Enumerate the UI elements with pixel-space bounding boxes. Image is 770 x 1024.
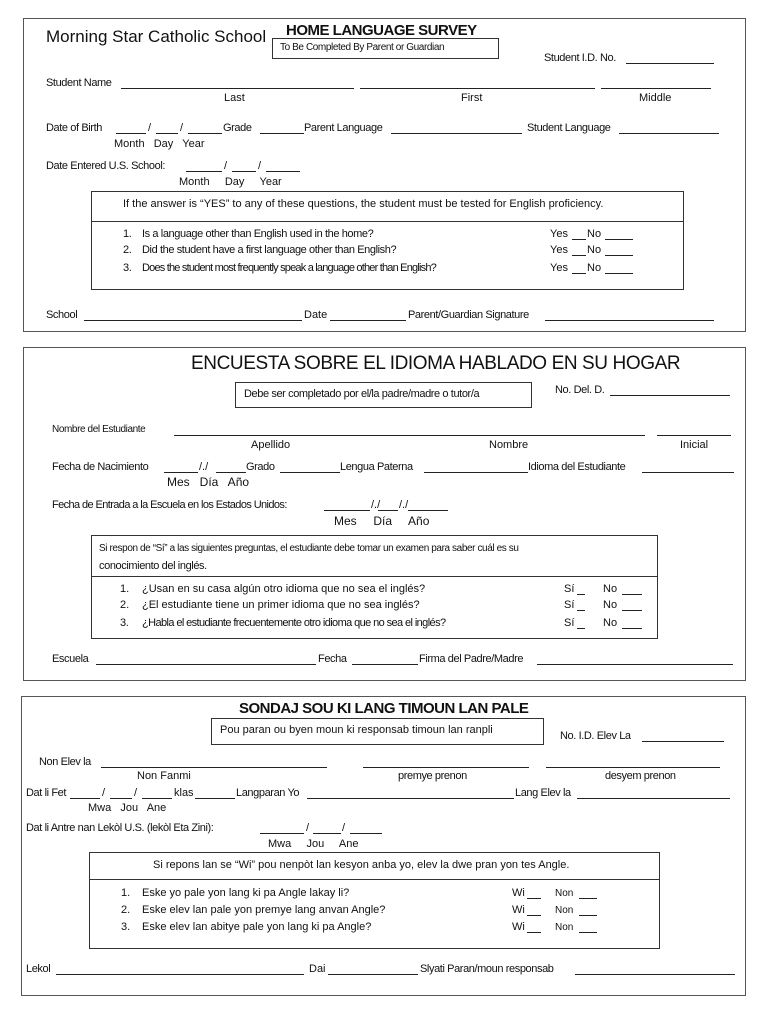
no-option[interactable]: No xyxy=(603,583,618,595)
student-name-label: Non Elev la xyxy=(39,756,91,768)
date-sep: / xyxy=(258,160,262,172)
no-blank[interactable] xyxy=(605,255,633,256)
date-sep: /./ xyxy=(371,499,381,511)
question-number: 1. xyxy=(123,228,132,240)
english-instruction: If the answer is “YES” to any of these questions, the student must be tested for English proficiency. xyxy=(123,198,604,210)
student-id-field[interactable] xyxy=(610,395,730,396)
dob-month-field[interactable] xyxy=(164,472,198,473)
dob-year-field[interactable] xyxy=(216,472,246,473)
student-name-label: Nombre del Estudiante xyxy=(52,424,146,435)
dob-label: Fecha de Nacimiento xyxy=(52,461,149,473)
yes-option[interactable]: Sí xyxy=(564,617,575,629)
date-field[interactable] xyxy=(352,664,418,665)
no-blank[interactable] xyxy=(579,932,597,933)
entered-month-field[interactable] xyxy=(186,171,222,172)
creole-survey-section xyxy=(21,696,746,996)
dob-sep: / xyxy=(102,787,106,799)
yes-blank[interactable] xyxy=(527,898,541,899)
no-option[interactable]: No xyxy=(603,617,618,629)
date-entered-label: Date Entered U.S. School: xyxy=(46,160,166,172)
entered-month-field[interactable] xyxy=(324,510,370,511)
no-option[interactable]: No xyxy=(587,262,602,274)
student-language-field[interactable] xyxy=(619,133,719,134)
last-caption: Last xyxy=(224,92,245,104)
date-entered-caption: Month Day Year xyxy=(179,176,282,188)
no-blank[interactable] xyxy=(622,628,642,629)
entered-day-field[interactable] xyxy=(378,510,398,511)
question-2: Did the student have a first language other than English? xyxy=(142,244,397,256)
date-entered-caption: Mwa Jou Ane xyxy=(268,838,359,850)
date-label: Fecha xyxy=(318,653,347,665)
no-blank[interactable] xyxy=(605,273,633,274)
student-name-label: Student Name xyxy=(46,77,112,89)
yes-blank[interactable] xyxy=(577,610,585,611)
dob-sep: / xyxy=(148,122,152,134)
creole-instruction: Si repons lan se “Wi” pou nenpòt lan kesyon anba yo, elev la dwe pran yon tes Angle. xyxy=(153,859,570,871)
yes-option[interactable]: Yes xyxy=(550,244,568,256)
question-number: 1. xyxy=(120,583,130,595)
question-2: ¿El estudiante tiene un primer idioma que no sea inglés? xyxy=(142,599,420,611)
dob-month-field[interactable] xyxy=(70,798,100,799)
premye-prenon-field[interactable] xyxy=(363,767,529,768)
yes-blank[interactable] xyxy=(577,628,585,629)
signature-field[interactable] xyxy=(575,974,735,975)
question-number: 3. xyxy=(123,262,132,274)
parent-language-label: Langparan Yo xyxy=(236,787,300,799)
entered-day-field[interactable] xyxy=(313,833,341,834)
date-sep: / xyxy=(342,822,346,834)
parent-language-label: Parent Language xyxy=(304,122,383,134)
yes-option[interactable]: Wi xyxy=(512,904,525,916)
dob-sep: / xyxy=(134,787,138,799)
signature-label: Slyati Paran/moun responsab xyxy=(420,963,554,975)
signature-label: Firma del Padre/Madre xyxy=(419,653,524,665)
no-option[interactable]: Non xyxy=(555,905,574,916)
nombre-caption: Nombre xyxy=(489,439,529,451)
creole-title: SONDAJ SOU KI LANG TIMOUN LAN PALE xyxy=(239,700,529,717)
dob-day-field[interactable] xyxy=(110,798,132,799)
date-entered-label: Fecha de Entrada a la Escuela en los Estados Unidos: xyxy=(52,499,287,511)
question-number: 2. xyxy=(123,244,132,256)
yes-option[interactable]: Yes xyxy=(550,262,568,274)
dob-caption: Mwa Jou Ane xyxy=(88,802,167,814)
question-3: Does the student most frequently speak a language other than English? xyxy=(142,262,436,274)
date-entered-label: Dat li Antre nan Lekòl U.S. (lekòl Eta Zini): xyxy=(26,822,214,834)
student-id-label: Student I.D. No. xyxy=(544,52,616,64)
question-number: 2. xyxy=(120,599,130,611)
question-number: 1. xyxy=(121,887,131,899)
dob-month-field[interactable] xyxy=(116,133,146,134)
question-2: Eske elev lan pale yon premye lang anvan Angle? xyxy=(142,904,386,916)
question-1: Is a language other than English used in the home? xyxy=(142,228,374,240)
entered-day-field[interactable] xyxy=(232,171,256,172)
dob-caption: Mes Día Año xyxy=(167,475,250,489)
no-blank[interactable] xyxy=(579,915,597,916)
spanish-instruction: Si respon de “Sí” a las siguientes preguntas, el estudiante debe tomar un examen para saber cuál es su xyxy=(99,543,519,554)
english-survey-section xyxy=(23,18,746,332)
student-language-label: Lang Elev la xyxy=(515,787,571,799)
dob-caption: Month Day Year xyxy=(114,138,205,150)
question-3: Eske elev lan abitye pale yon lang ki pa Angle? xyxy=(142,921,372,933)
desyem-prenon-field[interactable] xyxy=(546,767,720,768)
non-fanmi-field[interactable] xyxy=(101,767,327,768)
yes-blank[interactable] xyxy=(572,255,586,256)
inicial-field[interactable] xyxy=(657,435,731,436)
parent-language-field[interactable] xyxy=(307,798,514,799)
signature-field[interactable] xyxy=(537,664,733,665)
student-id-field[interactable] xyxy=(642,741,724,742)
no-blank[interactable] xyxy=(605,239,633,240)
date-entered-caption: Mes Día Año xyxy=(334,514,430,528)
grade-label: Grade xyxy=(223,122,252,134)
entered-year-field[interactable] xyxy=(408,510,448,511)
spanish-subtitle: Debe ser completado por el/la padre/madre o tutor/a xyxy=(235,382,532,408)
dob-day-field[interactable] xyxy=(156,133,178,134)
first-caption: First xyxy=(461,92,483,104)
signature-field[interactable] xyxy=(545,320,714,321)
dob-sep: / xyxy=(180,122,184,134)
yes-blank[interactable] xyxy=(572,273,586,274)
entered-month-field[interactable] xyxy=(260,833,304,834)
yes-option[interactable]: Wi xyxy=(512,921,525,933)
dob-sep: /./ xyxy=(199,461,209,473)
date-field[interactable] xyxy=(330,320,406,321)
no-option[interactable]: Non xyxy=(555,922,574,933)
date-sep: /./ xyxy=(399,499,409,511)
question-3: ¿Habla el estudiante frecuentemente otro idioma que no sea el inglés? xyxy=(142,617,446,629)
school-label: Escuela xyxy=(52,653,89,665)
entered-year-field[interactable] xyxy=(350,833,382,834)
creole-subtitle: Pou paran ou byen moun ki responsab timoun lan ranpli xyxy=(211,718,544,745)
date-sep: / xyxy=(306,822,310,834)
yes-option[interactable]: Yes xyxy=(550,228,568,240)
nombre-field[interactable] xyxy=(492,435,645,436)
first-name-field[interactable] xyxy=(360,88,595,89)
no-option[interactable]: No xyxy=(587,228,602,240)
school-field[interactable] xyxy=(96,664,316,665)
signature-label: Parent/Guardian Signature xyxy=(408,309,529,321)
school-field[interactable] xyxy=(56,974,304,975)
inicial-caption: Inicial xyxy=(680,439,709,451)
grade-label: Grado xyxy=(246,461,275,473)
no-option[interactable]: Non xyxy=(555,888,574,899)
spanish-title: ENCUESTA SOBRE EL IDIOMA HABLADO EN SU HOGAR xyxy=(191,353,681,374)
parent-language-label: Lengua Paterna xyxy=(340,461,413,473)
apellido-field[interactable] xyxy=(174,435,492,436)
question-1: Eske yo pale yon lang ki pa Angle lakay li? xyxy=(142,887,350,899)
yes-blank[interactable] xyxy=(572,239,586,240)
dob-label: Dat li Fet xyxy=(26,787,67,799)
yes-blank[interactable] xyxy=(527,932,541,933)
yes-option[interactable]: Sí xyxy=(564,583,575,595)
grade-field[interactable] xyxy=(260,133,304,134)
apellido-caption: Apellido xyxy=(251,439,291,451)
spanish-questions-box xyxy=(91,535,658,639)
dob-year-field[interactable] xyxy=(188,133,222,134)
student-id-label: No. I.D. Elev La xyxy=(560,730,631,742)
student-language-label: Idioma del Estudiante xyxy=(528,461,626,473)
school-name: Morning Star Catholic School xyxy=(46,27,267,46)
grade-label: klas xyxy=(174,787,194,799)
dob-label: Date of Birth xyxy=(46,122,102,134)
grade-field[interactable] xyxy=(280,472,340,473)
no-option[interactable]: No xyxy=(603,599,618,611)
date-field[interactable] xyxy=(328,974,418,975)
student-language-label: Student Language xyxy=(527,122,611,134)
question-number: 3. xyxy=(121,921,131,933)
student-language-field[interactable] xyxy=(642,472,734,473)
no-option[interactable]: No xyxy=(587,244,602,256)
no-blank[interactable] xyxy=(622,610,642,611)
question-number: 2. xyxy=(121,904,131,916)
grade-field[interactable] xyxy=(195,798,235,799)
date-label: Date xyxy=(304,309,328,321)
school-label: School xyxy=(46,309,78,321)
school-field[interactable] xyxy=(84,320,302,321)
date-sep: / xyxy=(224,160,228,172)
school-label: Lekol xyxy=(26,963,51,975)
entered-year-field[interactable] xyxy=(266,171,300,172)
parent-language-field[interactable] xyxy=(391,133,522,134)
premye-prenon-caption: premye prenon xyxy=(398,770,467,782)
student-id-field[interactable] xyxy=(626,63,714,64)
creole-questions-box xyxy=(89,852,660,949)
non-fanmi-caption: Non Fanmi xyxy=(137,770,191,782)
english-title: HOME LANGUAGE SURVEY xyxy=(286,22,477,39)
yes-blank[interactable] xyxy=(527,915,541,916)
middle-caption: Middle xyxy=(639,92,672,104)
spanish-survey-section xyxy=(23,347,746,681)
english-subtitle: To Be Completed By Parent or Guardian xyxy=(272,38,499,59)
question-1: ¿Usan en su casa algún otro idioma que no sea el inglés? xyxy=(142,583,426,595)
last-name-field[interactable] xyxy=(121,88,354,89)
desyem-prenon-caption: desyem prenon xyxy=(605,770,676,782)
date-label: Dai xyxy=(309,963,326,975)
question-number: 3. xyxy=(120,617,129,629)
yes-blank[interactable] xyxy=(577,594,585,595)
yes-option[interactable]: Sí xyxy=(564,599,575,611)
yes-option[interactable]: Wi xyxy=(512,887,525,899)
no-blank[interactable] xyxy=(579,898,597,899)
student-id-label: No. Del. D. xyxy=(555,384,605,396)
student-language-field[interactable] xyxy=(577,798,730,799)
english-questions-box xyxy=(91,191,684,290)
middle-name-field[interactable] xyxy=(601,88,711,89)
parent-language-field[interactable] xyxy=(424,472,528,473)
no-blank[interactable] xyxy=(622,594,642,595)
dob-year-field[interactable] xyxy=(142,798,172,799)
spanish-instruction-cont: conocimiento del inglés. xyxy=(99,560,207,572)
